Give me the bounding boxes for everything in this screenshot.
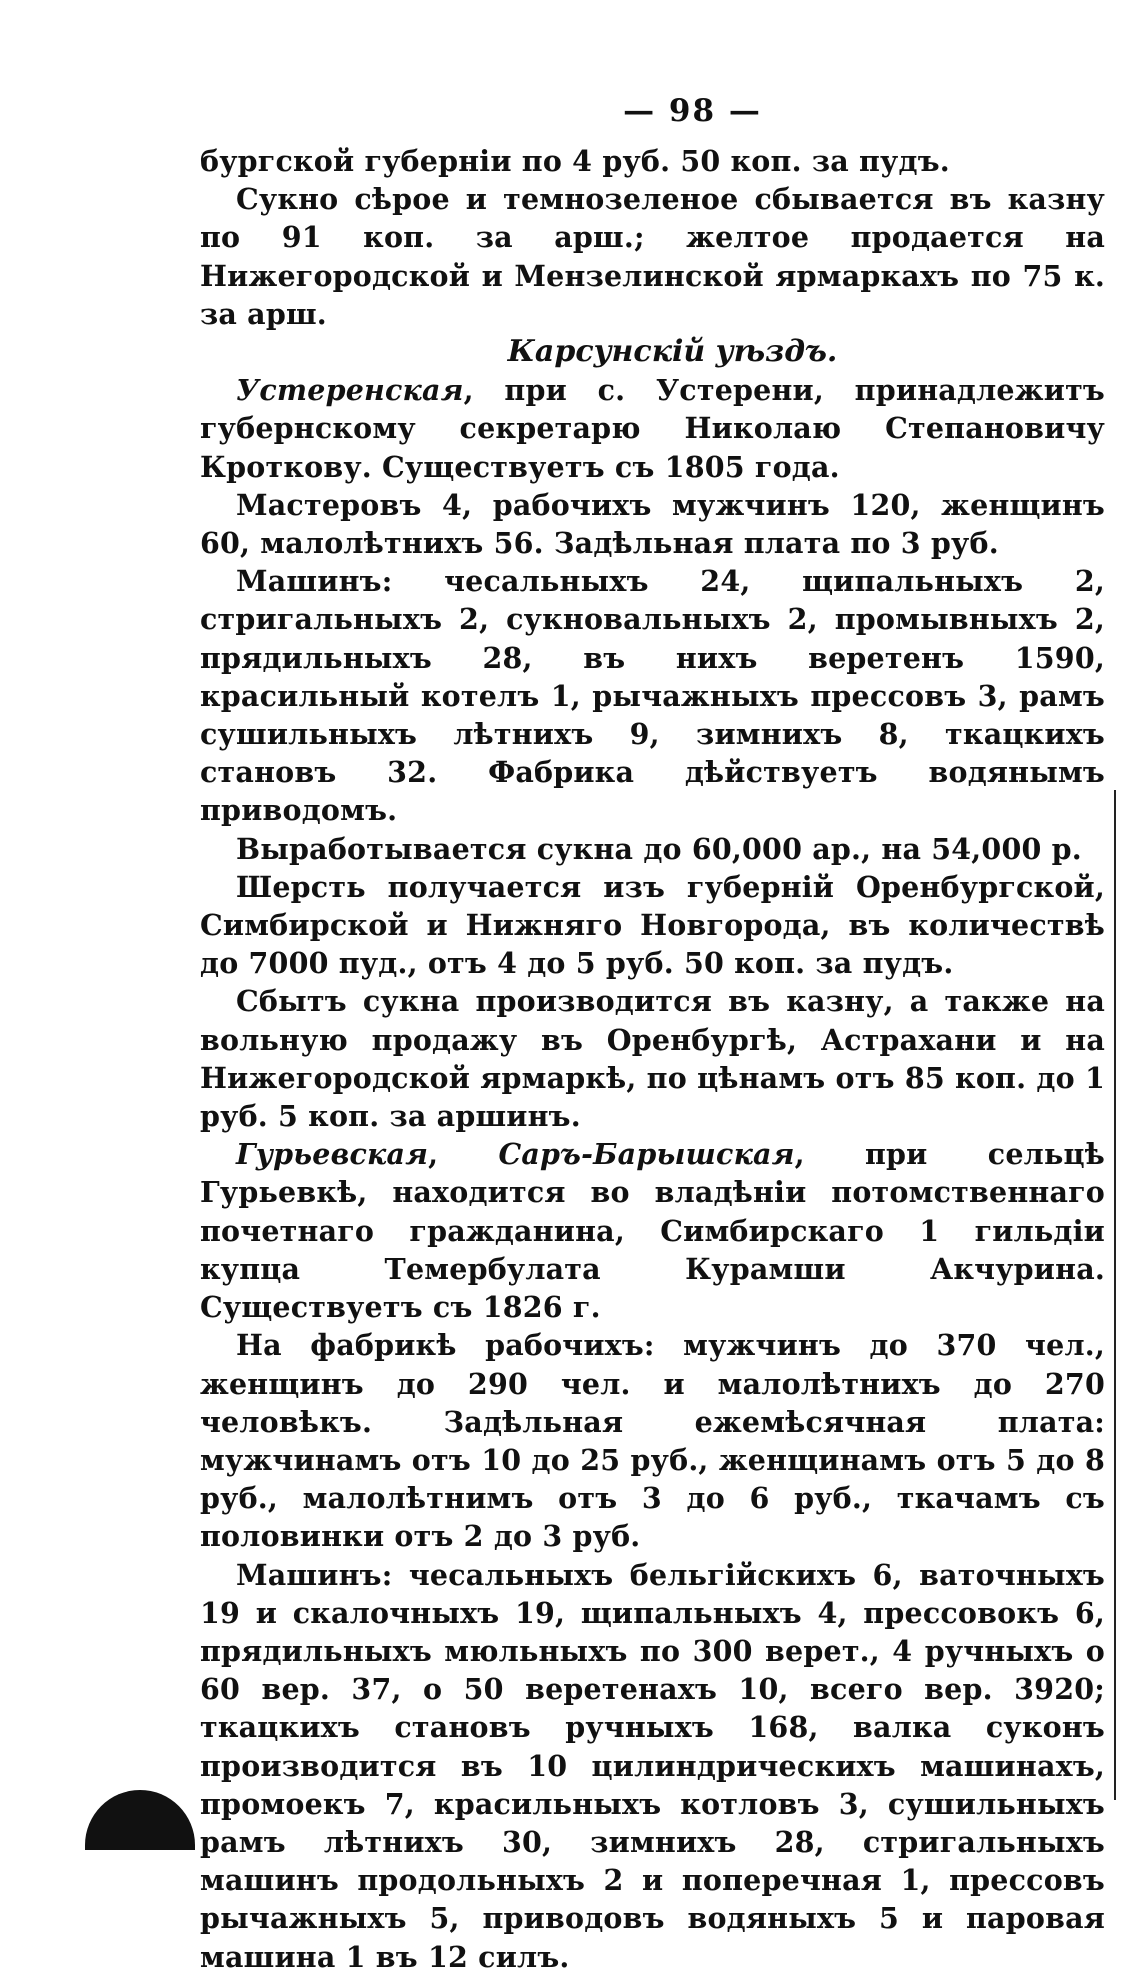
paragraph-4: Мастеровъ 4, рабочихъ мужчинъ 120, женщинъ 60, малолѣтнихъ 56. Задѣльная плата по 3 руб. [200, 487, 1105, 561]
paragraph-9-separator: , [428, 1137, 499, 1172]
factory-name-sar-baryshskaya: Саръ-Барышская [498, 1137, 795, 1172]
paragraph-9-text: , при сельцѣ Гурьевкѣ, находится во владѣніи потомственнаго почетнаго гражданина, Симбирскаго 1 гильдіи купца Темербулата Курамши Акчурина. Существуетъ съ 1826 г. [200, 1137, 1105, 1325]
paragraph-10: На фабрикѣ рабочихъ: мужчинъ до 370 чел., женщинъ до 290 чел. и малолѣтнихъ до 270 человѣкъ. Задѣльная ежемѣсячная плата: мужчинамъ отъ 10 до 25 руб., женщинамъ отъ 5 до 8 руб., малолѣтнимъ отъ 3 до 6 руб., ткачамъ съ половинки отъ 2 до 3 руб. [200, 1328, 1105, 1554]
factory-name-guryevskaya: Гурьевская [236, 1137, 429, 1172]
paragraph-6: Выработывается сукна до 60,000 ар., на 54,000 р. [236, 831, 1082, 866]
ink-blot [85, 1790, 195, 1850]
page-number: — 98 — [623, 93, 762, 129]
paragraph-8: Сбытъ сукна производится въ казну, а также на вольную продажу въ Оренбургѣ, Астрахани и на Нижегородской ярмаркѣ, по цѣнамъ отъ 85 коп. до 1 руб. 5 коп. за аршинъ. [200, 984, 1105, 1134]
scan-edge-line [1114, 790, 1116, 1800]
paragraph-11: Машинъ: чесальныхъ бельгійскихъ 6, ваточныхъ 19 и скалочныхъ 19, щипальныхъ 4, прессовокъ 6, прядильныхъ мюльныхъ по 300 верет., 4 ручныхъ о 60 вер. 37, о 50 веретенахъ 10, всего вер. 3920; ткацкихъ становъ ручныхъ 168, валка суконъ производится въ 10 цилиндрическихъ машинахъ, промоекъ 7, красильныхъ котловъ 3, сушильныхъ рамъ лѣтнихъ 30, зимнихъ 28, стригальныхъ машинъ продольныхъ 2 и поперечная 1, прессовъ рычажныхъ 5, приводовъ водяныхъ 5 и паровая машина 1 въ 12 силъ. [200, 1557, 1105, 1974]
paragraph-1: бургской губерніи по 4 руб. 50 коп. за пудъ. [200, 144, 950, 178]
factory-name-usterenskaya: Устеренская [236, 373, 464, 408]
paragraph-9 [200, 1135, 1105, 1326]
paragraph-5: Машинъ: чесальныхъ 24, щипальныхъ 2, стригальныхъ 2, сукновальныхъ 2, промывныхъ 2, прядильныхъ 28, въ нихъ веретенъ 1590, красильный котелъ 1, рычажныхъ прессовъ 3, рамъ сушильныхъ лѣтнихъ 9, зимнихъ 8, ткацкихъ становъ 32. Фабрика дѣйствуетъ водянымъ приводомъ. [200, 564, 1105, 828]
paragraph-3-text: , при с. Устерени, принадлежитъ губернскому секретарю Николаю Степановичу Кроткову. Существуетъ съ 1805 года. [200, 373, 1105, 484]
paragraph-2: Сукно сѣрое и темнозеленое сбывается въ казну по 91 коп. за арш.; желтое продается на Нижегородской и Мензелинской ярмаркахъ по 75 к. за арш. [200, 182, 1105, 331]
paragraph-7: Шерсть получается изъ губерній Оренбургской, Симбирской и Нижняго Новгорода, въ количествѣ до 7000 пуд., отъ 4 до 5 руб. 50 коп. за пудъ. [200, 869, 1105, 981]
paragraph-3 [200, 371, 1105, 486]
section-heading-karsun: Карсунскій уѣздъ. [507, 334, 838, 370]
page-body [200, 80, 1105, 1976]
